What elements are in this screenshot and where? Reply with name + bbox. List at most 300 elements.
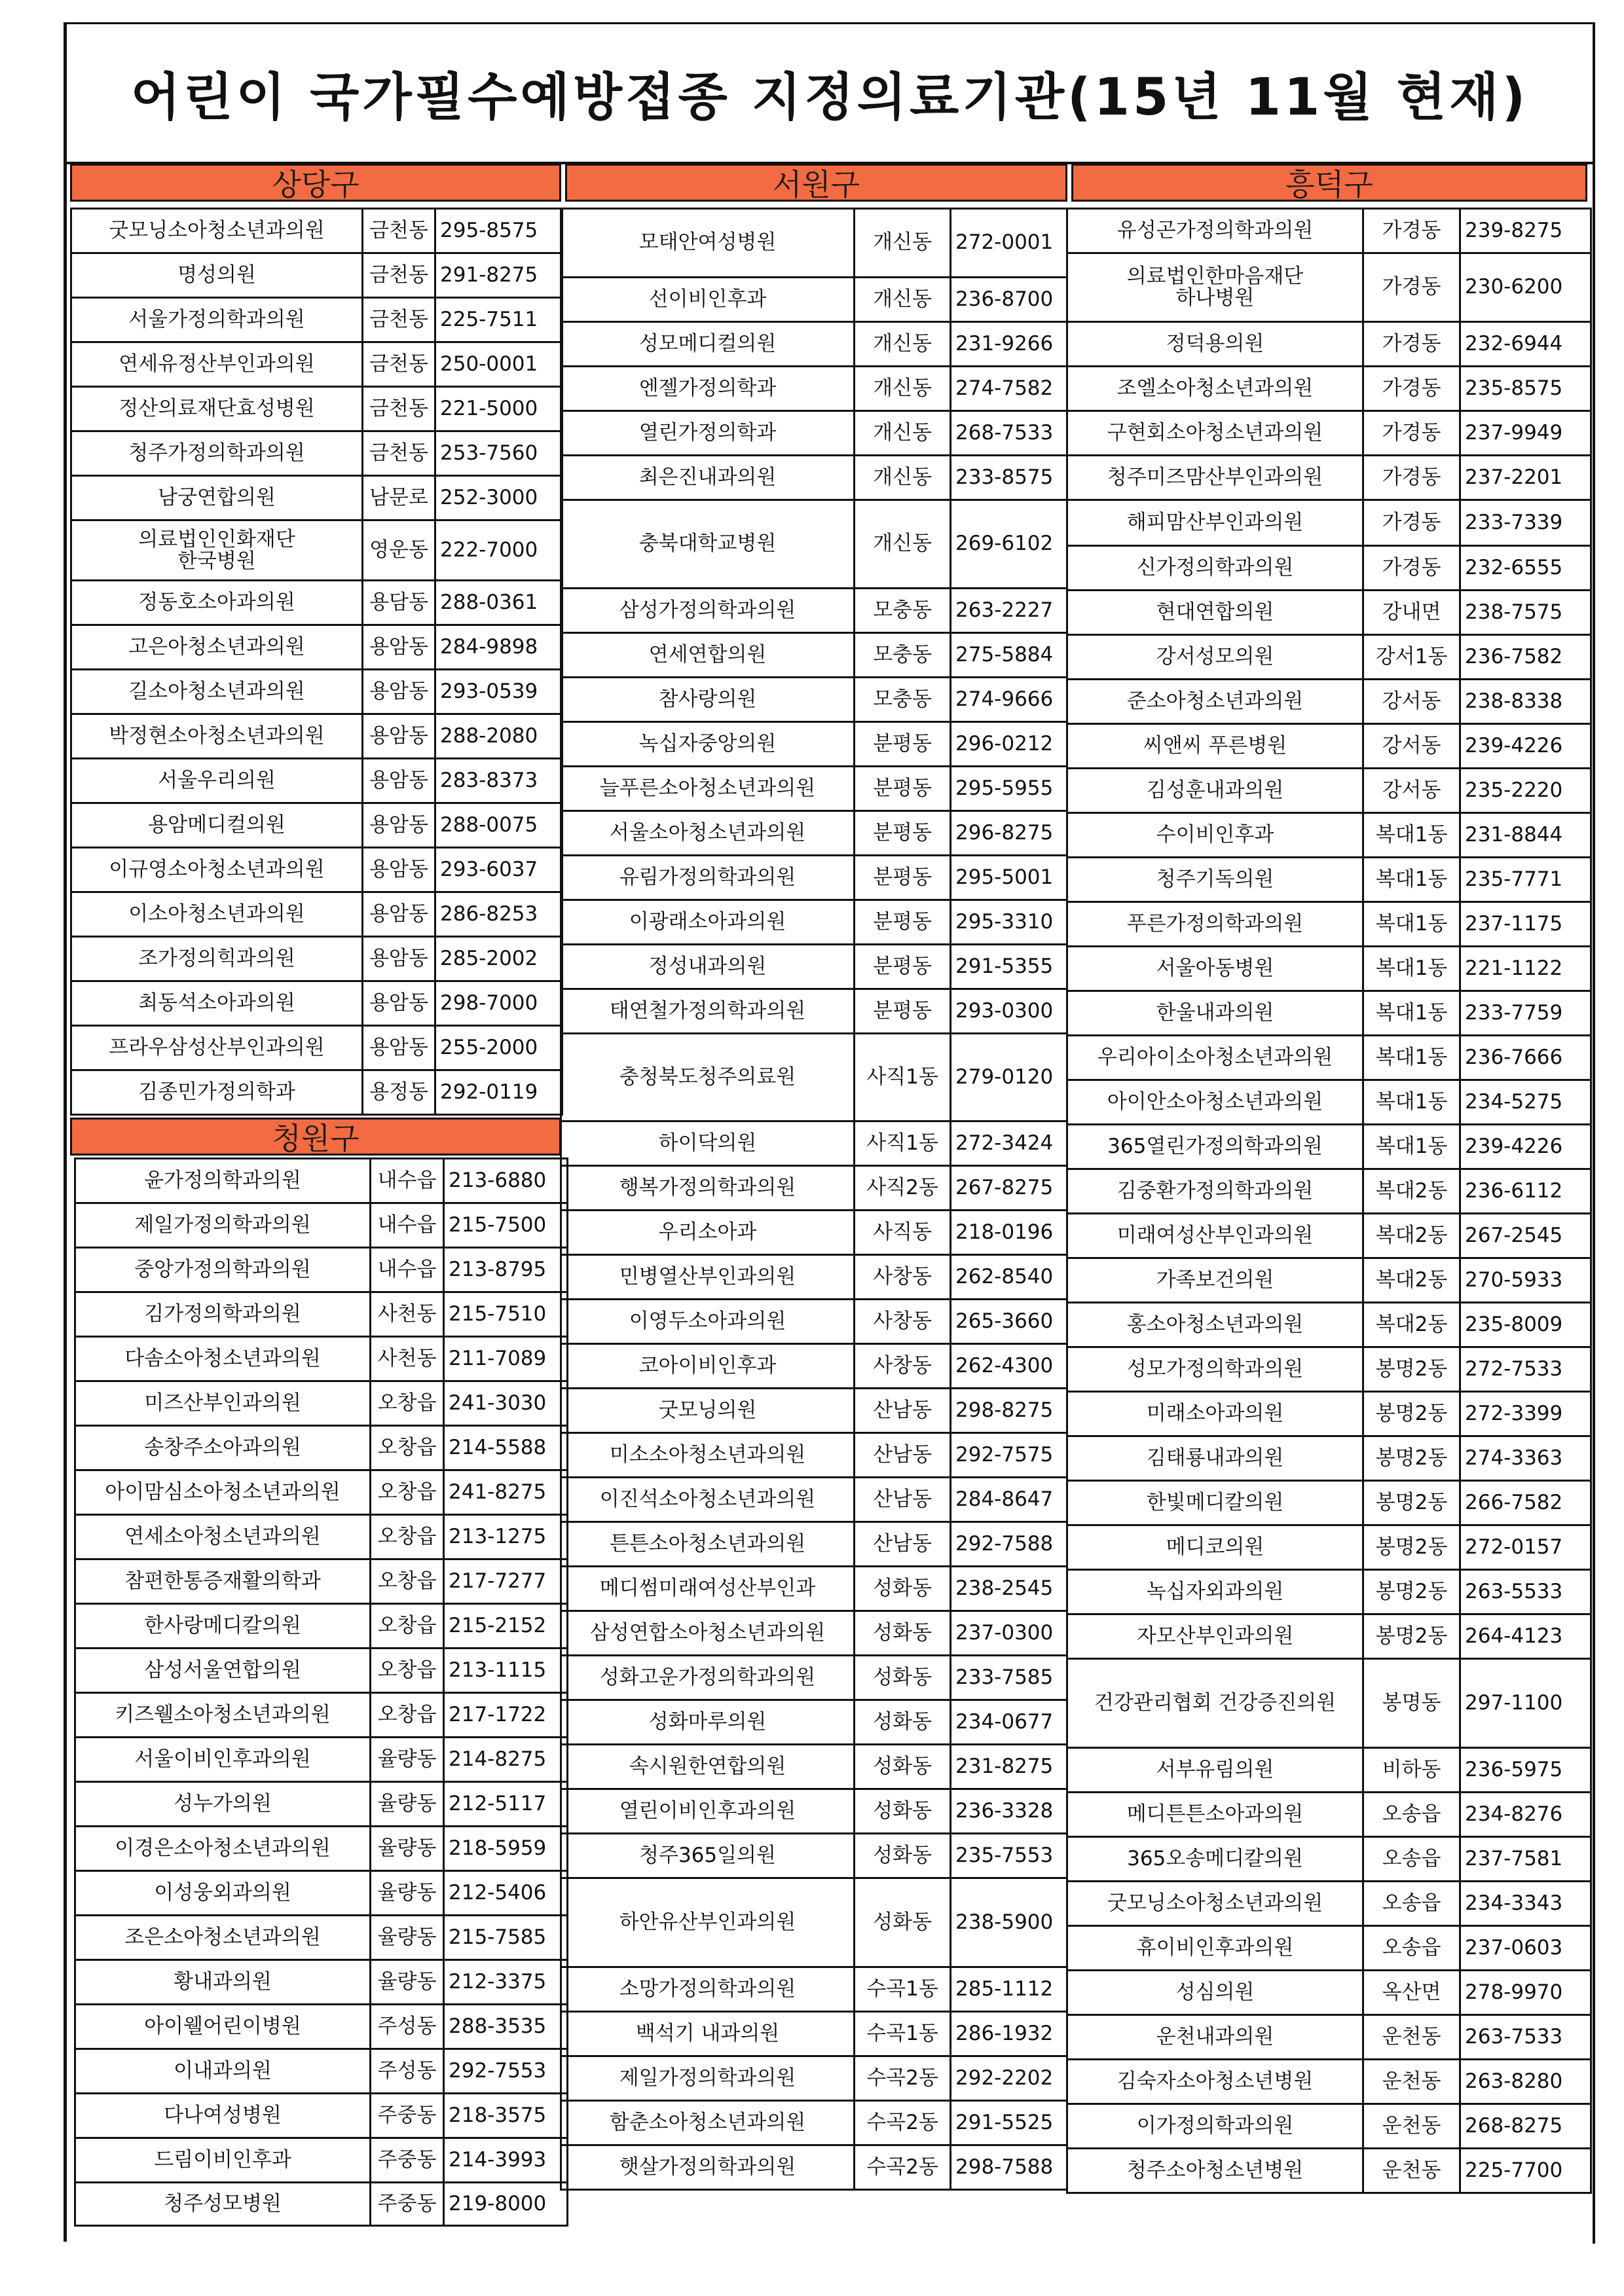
clinic-name: 태연철가정의학과의원 bbox=[561, 989, 855, 1034]
clinic-name: 가족보건의원 bbox=[1067, 1258, 1363, 1303]
clinic-phone: 272-3424 bbox=[951, 1121, 1067, 1166]
table-row bbox=[75, 1203, 568, 1248]
clinic-name: 청주성모병원 bbox=[75, 2183, 371, 2226]
clinic-name: 준소아청소년과의원 bbox=[1067, 680, 1363, 724]
clinic-dong: 사창동 bbox=[855, 1255, 951, 1300]
clinic-name: 삼성서울연합의원 bbox=[75, 1649, 371, 1693]
clinic-dong: 성화동 bbox=[855, 1611, 951, 1656]
clinic-dong: 금천동 bbox=[363, 387, 435, 431]
clinic-dong: 모충동 bbox=[855, 633, 951, 678]
clinic-phone: 235-8009 bbox=[1460, 1303, 1591, 1347]
clinic-dong: 복대1동 bbox=[1363, 1080, 1460, 1125]
clinic-dong: 봉명2동 bbox=[1363, 1570, 1460, 1614]
clinic-phone: 272-7533 bbox=[1460, 1347, 1591, 1392]
clinic-dong: 개신동 bbox=[855, 367, 951, 411]
table-row bbox=[1067, 635, 1591, 680]
clinic-dong: 봉명2동 bbox=[1363, 1525, 1460, 1570]
clinic-name: 민병열산부인과의원 bbox=[561, 1255, 855, 1300]
clinic-name: 연세연합의원 bbox=[561, 633, 855, 678]
clinic-name: 청주365일의원 bbox=[561, 1834, 855, 1878]
table-row bbox=[1067, 2104, 1591, 2149]
table-row bbox=[561, 367, 1067, 411]
clinic-dong: 복대1동 bbox=[1363, 947, 1460, 991]
table-row bbox=[1067, 1837, 1591, 1882]
clinic-dong: 봉명2동 bbox=[1363, 1436, 1460, 1481]
table-row bbox=[1067, 680, 1591, 724]
clinic-phone: 292-2202 bbox=[951, 2056, 1067, 2101]
clinic-phone: 295-5001 bbox=[951, 856, 1067, 900]
clinic-name: 한사랑메디칼의원 bbox=[75, 1604, 371, 1649]
clinic-name: 다솜소아청소년과의원 bbox=[75, 1337, 371, 1381]
clinic-phone: 286-8253 bbox=[435, 892, 563, 937]
clinic-phone: 296-0212 bbox=[951, 722, 1067, 767]
clinic-phone: 231-9266 bbox=[951, 322, 1067, 367]
table-row bbox=[1067, 1125, 1591, 1169]
clinic-dong: 옥산면 bbox=[1363, 1971, 1460, 2015]
table-row bbox=[75, 2183, 568, 2226]
clinic-phone: 270-5933 bbox=[1460, 1258, 1591, 1303]
clinic-phone: 296-8275 bbox=[951, 811, 1067, 856]
clinic-dong: 율량동 bbox=[371, 1827, 444, 1871]
table-row bbox=[1067, 456, 1591, 500]
clinic-dong: 강서동 bbox=[1363, 769, 1460, 813]
clinic-dong: 개신동 bbox=[855, 209, 951, 278]
table-row bbox=[1067, 1169, 1591, 1214]
clinic-name: 다나여성병원 bbox=[75, 2094, 371, 2138]
clinic-phone: 237-0603 bbox=[1460, 1926, 1591, 1971]
table-row bbox=[561, 322, 1067, 367]
table-row bbox=[1067, 2149, 1591, 2193]
table-row bbox=[1067, 209, 1591, 253]
clinic-name: 이진석소아청소년과의원 bbox=[561, 1478, 855, 1522]
clinic-dong: 운천동 bbox=[1363, 2015, 1460, 2060]
clinic-name: 선이비인후과 bbox=[561, 278, 855, 322]
clinic-name: 연세유정산부인과의원 bbox=[71, 342, 363, 387]
clinic-dong: 봉명2동 bbox=[1363, 1392, 1460, 1436]
clinic-dong: 용암동 bbox=[363, 670, 435, 714]
table-row bbox=[75, 1248, 568, 1292]
clinic-name: 하안유산부인과의원 bbox=[561, 1878, 855, 1967]
clinic-name: 성모가정의학과의원 bbox=[1067, 1347, 1363, 1392]
clinic-dong: 산남동 bbox=[855, 1522, 951, 1567]
table-row bbox=[71, 892, 563, 937]
table-row bbox=[1067, 2060, 1591, 2104]
clinic-phone: 231-8275 bbox=[951, 1745, 1067, 1789]
table-row bbox=[1067, 1926, 1591, 1971]
clinic-name: 청주미즈맘산부인과의원 bbox=[1067, 456, 1363, 500]
clinic-phone: 267-2545 bbox=[1460, 1214, 1591, 1258]
clinic-name: 이광래소아과의원 bbox=[561, 900, 855, 945]
table-row bbox=[561, 1967, 1067, 2012]
table-row bbox=[561, 722, 1067, 767]
clinic-dong: 강내면 bbox=[1363, 591, 1460, 635]
clinic-name: 서울아동병원 bbox=[1067, 947, 1363, 991]
clinic-dong: 분평동 bbox=[855, 945, 951, 989]
clinic-dong: 용암동 bbox=[363, 759, 435, 803]
clinic-name: 우리소아과 bbox=[561, 1211, 855, 1255]
clinic-name: 한빛메디칼의원 bbox=[1067, 1481, 1363, 1525]
table-row bbox=[1067, 724, 1591, 769]
clinic-dong: 사직1동 bbox=[855, 1121, 951, 1166]
table-row bbox=[71, 253, 563, 298]
table-row bbox=[1067, 500, 1591, 546]
clinic-phone: 211-7089 bbox=[444, 1337, 568, 1381]
table-row bbox=[1067, 1882, 1591, 1926]
sangdang-table bbox=[70, 208, 563, 1116]
clinic-name: 메디썸미래여성산부인과 bbox=[561, 1567, 855, 1611]
table-row bbox=[1067, 1214, 1591, 1258]
clinic-dong: 내수읍 bbox=[371, 1159, 444, 1203]
clinic-name: 성모메디컬의원 bbox=[561, 322, 855, 367]
table-row bbox=[561, 1300, 1067, 1344]
clinic-dong: 분평동 bbox=[855, 856, 951, 900]
clinic-phone: 213-1275 bbox=[444, 1515, 568, 1559]
clinic-name: 아이맘심소아청소년과의원 bbox=[75, 1470, 371, 1515]
table-row bbox=[1067, 1525, 1591, 1570]
clinic-name: 정덕용의원 bbox=[1067, 322, 1363, 367]
clinic-dong: 율량동 bbox=[371, 1960, 444, 2005]
clinic-name: 김성훈내과의원 bbox=[1067, 769, 1363, 813]
clinic-name: 햇살가정의학과의원 bbox=[561, 2145, 855, 2190]
table-row bbox=[1067, 1080, 1591, 1125]
clinic-dong: 오송읍 bbox=[1363, 1837, 1460, 1882]
table-row bbox=[1067, 1614, 1591, 1659]
clinic-phone: 213-1115 bbox=[444, 1649, 568, 1693]
clinic-phone: 233-7759 bbox=[1460, 991, 1591, 1036]
clinic-name: 속시원한연합의원 bbox=[561, 1745, 855, 1789]
clinic-phone: 285-2002 bbox=[435, 937, 563, 981]
table-row bbox=[1067, 591, 1591, 635]
table-row bbox=[1067, 1971, 1591, 2015]
clinic-dong: 운천동 bbox=[1363, 2149, 1460, 2193]
clinic-name: 365오송메디칼의원 bbox=[1067, 1837, 1363, 1882]
table-row bbox=[71, 342, 563, 387]
clinic-phone: 284-9898 bbox=[435, 625, 563, 670]
clinic-dong: 복대2동 bbox=[1363, 1169, 1460, 1214]
clinic-phone: 234-0677 bbox=[951, 1700, 1067, 1745]
clinic-name: 이영두소아과의원 bbox=[561, 1300, 855, 1344]
clinic-name: 의료법인한마음재단 하나병원 bbox=[1067, 253, 1363, 322]
clinic-phone: 263-5533 bbox=[1460, 1570, 1591, 1614]
clinic-phone: 235-7771 bbox=[1460, 858, 1591, 902]
clinic-phone: 269-6102 bbox=[951, 500, 1067, 589]
clinic-dong: 성화동 bbox=[855, 1878, 951, 1967]
clinic-name: 중앙가정의학과의원 bbox=[75, 1248, 371, 1292]
table-row bbox=[1067, 1481, 1591, 1525]
clinic-phone: 241-8275 bbox=[444, 1470, 568, 1515]
clinic-name: 윤가정의학과의원 bbox=[75, 1159, 371, 1203]
table-row bbox=[75, 1782, 568, 1827]
clinic-name: 이경은소아청소년과의원 bbox=[75, 1827, 371, 1871]
clinic-phone: 212-5406 bbox=[444, 1871, 568, 1916]
clinic-name: 청주가정의학과의원 bbox=[71, 431, 363, 476]
clinic-name: 하이닥의원 bbox=[561, 1121, 855, 1166]
clinic-phone: 221-1122 bbox=[1460, 947, 1591, 991]
clinic-dong: 분평동 bbox=[855, 767, 951, 811]
clinic-phone: 231-8844 bbox=[1460, 813, 1591, 858]
clinic-name: 메디코의원 bbox=[1067, 1525, 1363, 1570]
clinic-dong: 금천동 bbox=[363, 431, 435, 476]
clinic-dong: 복대2동 bbox=[1363, 1303, 1460, 1347]
clinic-name: 미소소아청소년과의원 bbox=[561, 1433, 855, 1478]
clinic-phone: 292-7553 bbox=[444, 2049, 568, 2094]
table-row bbox=[75, 1337, 568, 1381]
clinic-name: 드림이비인후과 bbox=[75, 2138, 371, 2183]
clinic-name: 성심의원 bbox=[1067, 1971, 1363, 2015]
table-row bbox=[71, 476, 563, 520]
clinic-phone: 237-2201 bbox=[1460, 456, 1591, 500]
clinic-phone: 286-1932 bbox=[951, 2012, 1067, 2056]
clinic-phone: 215-7510 bbox=[444, 1292, 568, 1337]
clinic-phone: 218-0196 bbox=[951, 1211, 1067, 1255]
clinic-dong: 용암동 bbox=[363, 1026, 435, 1070]
clinic-phone: 212-5117 bbox=[444, 1782, 568, 1827]
clinic-name: 제일가정의학과의원 bbox=[561, 2056, 855, 2101]
clinic-dong: 개신동 bbox=[855, 278, 951, 322]
clinic-name: 최은진내과의원 bbox=[561, 456, 855, 500]
clinic-phone: 219-8000 bbox=[444, 2183, 568, 2226]
clinic-dong: 사창동 bbox=[855, 1344, 951, 1389]
clinic-dong: 주중동 bbox=[371, 2138, 444, 2183]
clinic-name: 엔젤가정의학과 bbox=[561, 367, 855, 411]
clinic-phone: 295-3310 bbox=[951, 900, 1067, 945]
clinic-name: 행복가정의학과의원 bbox=[561, 1166, 855, 1211]
clinic-phone: 237-7581 bbox=[1460, 1837, 1591, 1882]
clinic-dong: 금천동 bbox=[363, 342, 435, 387]
clinic-phone: 252-3000 bbox=[435, 476, 563, 520]
clinic-dong: 복대1동 bbox=[1363, 902, 1460, 947]
table-row bbox=[561, 1166, 1067, 1211]
table-row bbox=[1067, 546, 1591, 591]
clinic-name: 남궁연합의원 bbox=[71, 476, 363, 520]
clinic-dong: 용암동 bbox=[363, 848, 435, 892]
clinic-phone: 232-6944 bbox=[1460, 322, 1591, 367]
clinic-dong: 모충동 bbox=[855, 589, 951, 633]
heungdeok-table bbox=[1066, 208, 1592, 2194]
table-row bbox=[1067, 947, 1591, 991]
clinic-phone: 237-9949 bbox=[1460, 411, 1591, 456]
clinic-name: 메디튼튼소아과의원 bbox=[1067, 1793, 1363, 1837]
clinic-phone: 288-3535 bbox=[444, 2005, 568, 2049]
table-row bbox=[561, 1255, 1067, 1300]
clinic-dong: 금천동 bbox=[363, 253, 435, 298]
table-row bbox=[561, 900, 1067, 945]
clinic-dong: 분평동 bbox=[855, 989, 951, 1034]
clinic-dong: 사직동 bbox=[855, 1211, 951, 1255]
clinic-name: 청주소아청소년병원 bbox=[1067, 2149, 1363, 2193]
district-header-sangdang: 상당구 bbox=[70, 164, 561, 202]
table-row bbox=[71, 431, 563, 476]
table-row bbox=[1067, 1036, 1591, 1080]
clinic-phone: 218-5959 bbox=[444, 1827, 568, 1871]
clinic-phone: 288-0075 bbox=[435, 803, 563, 848]
clinic-dong: 사창동 bbox=[855, 1300, 951, 1344]
clinic-phone: 236-3328 bbox=[951, 1789, 1067, 1834]
table-row bbox=[561, 856, 1067, 900]
clinic-dong: 사천동 bbox=[371, 1337, 444, 1381]
clinic-dong: 오창읍 bbox=[371, 1381, 444, 1426]
clinic-phone: 291-5525 bbox=[951, 2101, 1067, 2145]
clinic-phone: 293-0539 bbox=[435, 670, 563, 714]
table-row bbox=[561, 411, 1067, 456]
clinic-phone: 275-5884 bbox=[951, 633, 1067, 678]
clinic-dong: 성화동 bbox=[855, 1700, 951, 1745]
clinic-name: 청주기독의원 bbox=[1067, 858, 1363, 902]
clinic-phone: 293-0300 bbox=[951, 989, 1067, 1034]
clinic-dong: 복대2동 bbox=[1363, 1214, 1460, 1258]
clinic-phone: 274-3363 bbox=[1460, 1436, 1591, 1481]
cheongwon-table bbox=[74, 1157, 568, 2227]
seowon-table bbox=[560, 208, 1068, 2191]
clinic-dong: 운천동 bbox=[1363, 2060, 1460, 2104]
table-row bbox=[561, 633, 1067, 678]
clinic-name: 휴이비인후과의원 bbox=[1067, 1926, 1363, 1971]
clinic-name: 이내과의원 bbox=[75, 2049, 371, 2094]
clinic-phone: 267-8275 bbox=[951, 1166, 1067, 1211]
clinic-dong: 수곡2동 bbox=[855, 2101, 951, 2145]
clinic-name: 푸른가정의학과의원 bbox=[1067, 902, 1363, 947]
clinic-dong: 용암동 bbox=[363, 803, 435, 848]
clinic-dong: 봉명2동 bbox=[1363, 1481, 1460, 1525]
clinic-name: 서울가정의학과의원 bbox=[71, 298, 363, 342]
table-row bbox=[561, 2145, 1067, 2190]
clinic-phone: 236-7666 bbox=[1460, 1036, 1591, 1080]
clinic-phone: 236-8700 bbox=[951, 278, 1067, 322]
clinic-name: 최동석소아과의원 bbox=[71, 981, 363, 1026]
clinic-phone: 279-0120 bbox=[951, 1034, 1067, 1121]
clinic-dong: 오창읍 bbox=[371, 1426, 444, 1470]
clinic-name: 해피맘산부인과의원 bbox=[1067, 500, 1363, 546]
clinic-name: 충북대학교병원 bbox=[561, 500, 855, 589]
table-row bbox=[1067, 1303, 1591, 1347]
clinic-dong: 오창읍 bbox=[371, 1649, 444, 1693]
clinic-phone: 239-4226 bbox=[1460, 1125, 1591, 1169]
table-row bbox=[561, 945, 1067, 989]
table-row bbox=[71, 937, 563, 981]
table-row bbox=[1067, 1258, 1591, 1303]
clinic-dong: 가경동 bbox=[1363, 322, 1460, 367]
table-row bbox=[1067, 1659, 1591, 1748]
table-row bbox=[561, 1121, 1067, 1166]
clinic-dong: 봉명동 bbox=[1363, 1659, 1460, 1748]
table-row bbox=[71, 1070, 563, 1115]
clinic-name: 유림가정의학과의원 bbox=[561, 856, 855, 900]
table-row bbox=[561, 1789, 1067, 1834]
clinic-phone: 238-7575 bbox=[1460, 591, 1591, 635]
clinic-phone: 262-8540 bbox=[951, 1255, 1067, 1300]
clinic-dong: 개신동 bbox=[855, 322, 951, 367]
table-row bbox=[1067, 769, 1591, 813]
table-row bbox=[75, 1827, 568, 1871]
clinic-dong: 주성동 bbox=[371, 2049, 444, 2094]
clinic-name: 삼성연합소아청소년과의원 bbox=[561, 1611, 855, 1656]
clinic-dong: 복대1동 bbox=[1363, 813, 1460, 858]
clinic-dong: 오송읍 bbox=[1363, 1926, 1460, 1971]
clinic-name: 구현회소아청소년과의원 bbox=[1067, 411, 1363, 456]
clinic-dong: 용담동 bbox=[363, 581, 435, 625]
clinic-dong: 금천동 bbox=[363, 209, 435, 253]
clinic-dong: 복대1동 bbox=[1363, 858, 1460, 902]
clinic-dong: 성화동 bbox=[855, 1567, 951, 1611]
clinic-phone: 233-8575 bbox=[951, 456, 1067, 500]
clinic-dong: 수곡1동 bbox=[855, 2012, 951, 2056]
table-row bbox=[561, 1478, 1067, 1522]
table-row bbox=[75, 1381, 568, 1426]
clinic-dong: 오송읍 bbox=[1363, 1882, 1460, 1926]
clinic-dong: 복대1동 bbox=[1363, 991, 1460, 1036]
clinic-phone: 263-2227 bbox=[951, 589, 1067, 633]
clinic-phone: 230-6200 bbox=[1460, 253, 1591, 322]
table-row bbox=[561, 209, 1067, 278]
clinic-dong: 사천동 bbox=[371, 1292, 444, 1337]
clinic-phone: 292-7588 bbox=[951, 1522, 1067, 1567]
clinic-name: 굿모닝소아청소년과의원 bbox=[71, 209, 363, 253]
clinic-name: 한울내과의원 bbox=[1067, 991, 1363, 1036]
clinic-phone: 250-0001 bbox=[435, 342, 563, 387]
table-row bbox=[75, 1738, 568, 1782]
table-row bbox=[561, 989, 1067, 1034]
table-row bbox=[561, 1834, 1067, 1878]
clinic-dong: 개신동 bbox=[855, 411, 951, 456]
clinic-phone: 239-4226 bbox=[1460, 724, 1591, 769]
clinic-name: 정동호소아과의원 bbox=[71, 581, 363, 625]
clinic-phone: 237-0300 bbox=[951, 1611, 1067, 1656]
clinic-name: 김종민가정의학과 bbox=[71, 1070, 363, 1115]
table-row bbox=[561, 2056, 1067, 2101]
clinic-name: 녹십자외과의원 bbox=[1067, 1570, 1363, 1614]
clinic-name: 소망가정의학과의원 bbox=[561, 1967, 855, 2012]
table-row bbox=[1067, 858, 1591, 902]
clinic-dong: 성화동 bbox=[855, 1656, 951, 1700]
clinic-dong: 비하동 bbox=[1363, 1748, 1460, 1793]
clinic-name: 강서성모의원 bbox=[1067, 635, 1363, 680]
clinic-dong: 주성동 bbox=[371, 2005, 444, 2049]
clinic-phone: 298-8275 bbox=[951, 1389, 1067, 1433]
clinic-phone: 292-7575 bbox=[951, 1433, 1067, 1478]
clinic-phone: 293-6037 bbox=[435, 848, 563, 892]
clinic-dong: 강서1동 bbox=[1363, 635, 1460, 680]
clinic-phone: 268-7533 bbox=[951, 411, 1067, 456]
clinic-phone: 268-8275 bbox=[1460, 2104, 1591, 2149]
clinic-name: 이소아청소년과의원 bbox=[71, 892, 363, 937]
table-row bbox=[561, 1567, 1067, 1611]
clinic-phone: 235-8575 bbox=[1460, 367, 1591, 411]
clinic-phone: 222-7000 bbox=[435, 520, 563, 581]
clinic-dong: 성화동 bbox=[855, 1745, 951, 1789]
clinic-dong: 용암동 bbox=[363, 714, 435, 759]
clinic-name: 신가정의학과의원 bbox=[1067, 546, 1363, 591]
clinic-name: 연세소아청소년과의원 bbox=[75, 1515, 371, 1559]
clinic-name: 성화고운가정의학과의원 bbox=[561, 1656, 855, 1700]
clinic-phone: 265-3660 bbox=[951, 1300, 1067, 1344]
table-row bbox=[561, 1389, 1067, 1433]
clinic-name: 성누가의원 bbox=[75, 1782, 371, 1827]
table-row bbox=[75, 2049, 568, 2094]
clinic-name: 충청북도청주의료원 bbox=[561, 1034, 855, 1121]
clinic-name: 서울이비인후과의원 bbox=[75, 1738, 371, 1782]
clinic-phone: 295-5955 bbox=[951, 767, 1067, 811]
clinic-phone: 215-7500 bbox=[444, 1203, 568, 1248]
clinic-dong: 오창읍 bbox=[371, 1559, 444, 1604]
table-row bbox=[71, 520, 563, 581]
clinic-name: 운천내과의원 bbox=[1067, 2015, 1363, 2060]
clinic-phone: 217-1722 bbox=[444, 1693, 568, 1738]
clinic-phone: 236-5975 bbox=[1460, 1748, 1591, 1793]
clinic-phone: 283-8373 bbox=[435, 759, 563, 803]
table-row bbox=[561, 1522, 1067, 1567]
clinic-name: 이규영소아청소년과의원 bbox=[71, 848, 363, 892]
table-row bbox=[71, 848, 563, 892]
